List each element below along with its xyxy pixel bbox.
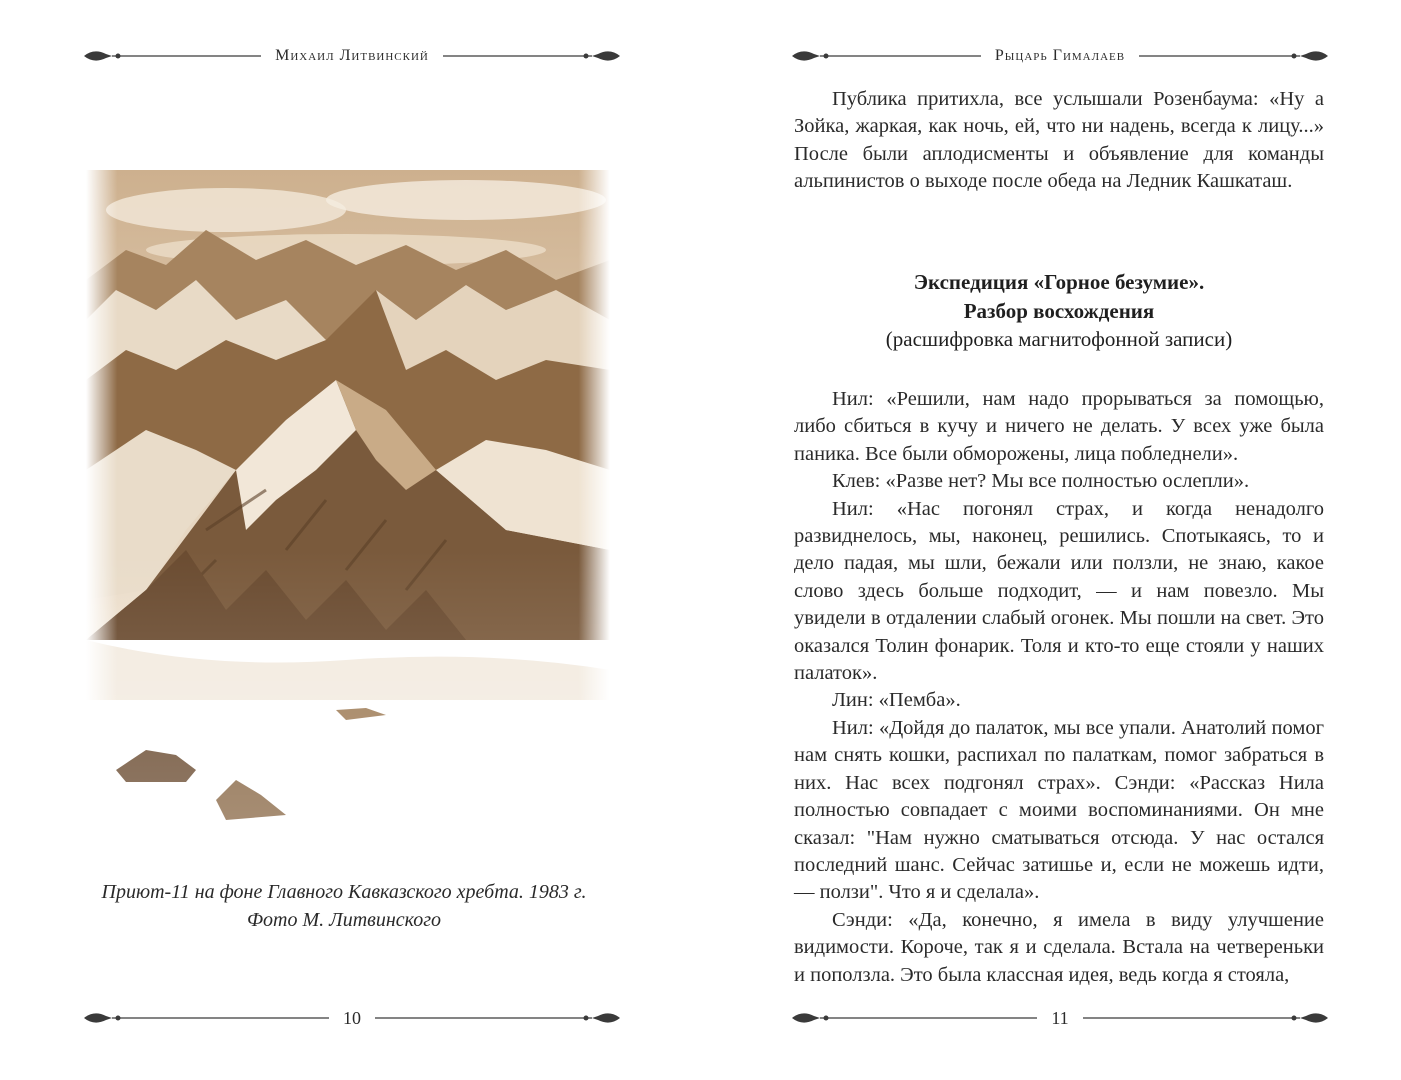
section-heading bbox=[794, 268, 1324, 354]
intro-paragraph-block bbox=[794, 86, 1324, 196]
dialog-paragraph: Нил: «Дойдя до палаток, мы все упали. Анатолий помог нам снять кошки, распихал по палаткам, помог забраться в них. Нас всех подгонял страх». Сэнди: «Рассказ Нила полностью совпадает с моими воспоминаниями. Он мне сказал: "Нам нужно сматываться отсюда. У нас остался последний шанс. Сейчас затишье и, если не можешь идти, — ползи". Что я и сделала». bbox=[794, 716, 1324, 904]
dialog-paragraph: Нил: «Решили, нам надо прорываться за помощью, либо сбиться в кучу и ничего не делать. У всех уже была паника. Все были обморожены, лица побледнели». bbox=[794, 388, 1324, 465]
photo-caption bbox=[40, 878, 648, 934]
heading-subtitle: (расшифровка магнитофонной записи) bbox=[885, 327, 1233, 351]
right-page-number: 11 bbox=[1037, 1008, 1082, 1028]
caption-line-2: Фото М. Литвинского bbox=[246, 909, 442, 931]
dialog-paragraph: Клев: «Разве нет? Мы все полностью ослепли». bbox=[832, 470, 1250, 493]
heading-line-2: Разбор восхождения bbox=[963, 298, 1155, 323]
right-running-head: Рыцарь Гималаев bbox=[981, 47, 1139, 64]
left-footer-rule bbox=[82, 1008, 622, 1028]
mountain-photo-illustration bbox=[86, 170, 610, 840]
left-header-rule bbox=[82, 46, 622, 66]
caption-line-1: Приют-11 на фоне Главного Кавказского хребта. 1983 г. bbox=[101, 881, 587, 903]
dialog-paragraph: Нил: «Нас погонял страх, и когда ненадолго развиднелось, мы, наконец, решились. Спотыкаясь, то и дело падая, мы шли, бежали или ползли, не знаю, какое слово здесь больше подходит, — и нам повезло. Мы увидели в отдалении слабый огонек. Мы пошли на свет. Это оказался Толин фонарик. Толя и кто-то еще стояли у наших палаток». bbox=[794, 497, 1324, 685]
left-running-head: Михаил Литвинский bbox=[261, 47, 443, 64]
intro-paragraph: Публика притихла, все услышали Розенбаума: «Ну а Зойка, жаркая, как ночь, ей, что ни надень, всегда к лицу...» После были аплодисменты и объявление для команды альпинистов о выходе после обеда на Ледник Кашкаташ. bbox=[794, 88, 1324, 193]
right-footer-rule bbox=[790, 1008, 1330, 1028]
dialog-paragraph: Лин: «Пемба». bbox=[832, 689, 961, 712]
mountain-photo bbox=[86, 170, 610, 840]
dialog-paragraph: Сэнди: «Да, конечно, я имела в виду улучшение видимости. Короче, так я и сделала. Встала на четвереньки и поползла. Это была классная идея, ведь когда я стояла, bbox=[794, 908, 1324, 986]
left-page-number: 10 bbox=[329, 1008, 375, 1028]
dialog-block bbox=[794, 386, 1324, 989]
right-header-rule bbox=[790, 46, 1330, 66]
heading-line-1: Экспедиция «Горное безумие». bbox=[913, 270, 1205, 294]
